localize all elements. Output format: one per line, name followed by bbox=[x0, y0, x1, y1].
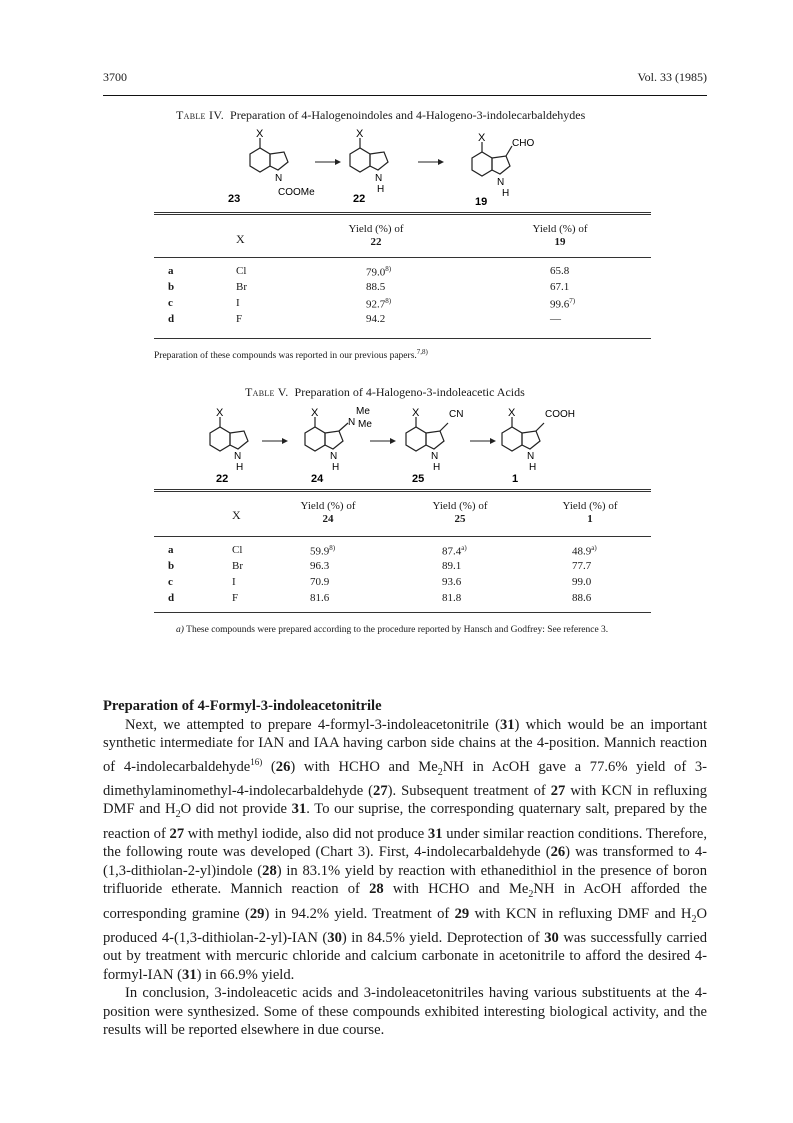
t5-label-24: 24 bbox=[311, 473, 324, 485]
para1-segment: 16) bbox=[250, 756, 263, 767]
para1-segment: 30 bbox=[544, 929, 559, 946]
para1-segment: ) in 84.5% yield. Deprotection of bbox=[341, 929, 545, 946]
table4-footnote bbox=[154, 346, 428, 363]
table4-footnote-sup: 7,8) bbox=[416, 348, 428, 356]
table4-row-d-x: F bbox=[236, 313, 243, 325]
table5-row-d-yield1: 88.6 bbox=[572, 592, 592, 604]
table5-row-b-yield1: 77.7 bbox=[572, 560, 592, 572]
table4-row-a-yield22-sup: 8) bbox=[385, 265, 392, 273]
t5-h-24: H bbox=[332, 462, 340, 473]
table4-col-19-num: 19 bbox=[554, 236, 566, 248]
table5-footnote bbox=[154, 624, 654, 637]
table5-col-x: X bbox=[232, 508, 241, 522]
para1-segment: ) in 94.2% yield. Treatment of bbox=[264, 905, 455, 922]
para1-segment: 31 bbox=[291, 801, 307, 818]
para1-segment: 30 bbox=[327, 929, 342, 946]
t4-coome: COOMe bbox=[278, 187, 315, 198]
t5-me-1: Me bbox=[356, 406, 370, 417]
para1-segment: 2 bbox=[691, 913, 697, 925]
t5-n-24-amine: N bbox=[348, 417, 356, 428]
table5-reaction-scheme bbox=[200, 403, 620, 485]
table4-row-b-yield19: 67.1 bbox=[550, 281, 570, 293]
para1-segment: 27 bbox=[550, 782, 566, 799]
table5-row-a-yield25: 87.4$^{a)}$ bbox=[442, 544, 467, 558]
table5-row-b-yield25: 89.1 bbox=[442, 560, 462, 572]
t4-label-19: 19 bbox=[475, 196, 488, 208]
table4-caption bbox=[176, 108, 585, 123]
t5-arrowhead-1 bbox=[282, 438, 288, 444]
table4-top-rule bbox=[154, 212, 651, 215]
para1-segment: ( bbox=[262, 758, 276, 775]
table4-col-22 bbox=[306, 223, 446, 249]
table4-row-d-yield19: — bbox=[550, 313, 561, 325]
paragraph-2: In conclusion, 3-indoleacetic acids and 3-indoleacetonitriles having various substituents at the 4-position were synthesized. Some of these compounds exhibited interesting biological activity, and the results will be reported elsewhere in due course. bbox=[103, 985, 707, 1039]
para1-segment: 2 bbox=[528, 889, 534, 901]
para1-segment: 26 bbox=[275, 758, 291, 775]
structure-25 bbox=[406, 417, 448, 451]
t5-x-1: X bbox=[508, 407, 516, 419]
table5-row-c-yield1: 99.0 bbox=[572, 576, 592, 588]
table5-col-24 bbox=[258, 500, 398, 526]
para1-segment: ) was transformed to 4-(1,3-dithiolan-2-yl)indole ( bbox=[103, 844, 707, 879]
t5-label-25: 25 bbox=[412, 473, 425, 485]
table5-caption-title: Preparation of 4-Halogeno-3-indoleacetic Acids bbox=[294, 385, 525, 399]
t5-x-24: X bbox=[311, 407, 319, 419]
table4-col-19 bbox=[490, 223, 630, 249]
paragraph-1 bbox=[103, 716, 707, 985]
para1-segment: 26 bbox=[550, 844, 566, 861]
table5-footnote-text: These compounds were prepared according to the procedure reported by Hansch and Godfrey: See reference 3. bbox=[186, 625, 609, 635]
table4-row-c-yield22: 92.7$^{8)}$ bbox=[366, 297, 392, 311]
table5-row-c-yield25: 93.6 bbox=[442, 576, 462, 588]
t5-x-25: X bbox=[412, 407, 420, 419]
para1-segment: with HCHO and Me bbox=[383, 881, 529, 898]
t4-label-22: 22 bbox=[353, 193, 366, 205]
t4-cho: CHO bbox=[512, 138, 535, 149]
table5-row-d-yield24: 81.6 bbox=[310, 592, 330, 604]
table4-row-a-yield19: 65.8 bbox=[550, 265, 570, 277]
t4-n-23: N bbox=[275, 173, 283, 184]
t5-n-22: N bbox=[234, 451, 242, 462]
para1-segment: 28 bbox=[369, 881, 384, 898]
table4-col-19-label: Yield (%) of bbox=[532, 223, 588, 235]
structure-19 bbox=[472, 142, 512, 176]
table4-row-c-yield19-sup: 7) bbox=[569, 297, 576, 305]
table5-col-24-num: 24 bbox=[322, 513, 334, 525]
para1-segment: 29 bbox=[249, 905, 265, 922]
t5-n-1: N bbox=[527, 451, 535, 462]
table4-row-c-x: I bbox=[236, 297, 240, 309]
t5-arrowhead-3 bbox=[490, 438, 496, 444]
table4-caption-prefix: Table IV. bbox=[176, 108, 225, 122]
para1-segment: 2 bbox=[175, 809, 181, 821]
t4-arrowhead-2 bbox=[438, 159, 444, 165]
table5-row-a-yield1-sup: a) bbox=[591, 544, 597, 552]
para1-segment: O produced 4-(1,3-dithiolan-2-yl)-IAN ( bbox=[103, 905, 707, 946]
t4-h-22: H bbox=[377, 184, 385, 195]
table4-header-rule bbox=[154, 257, 651, 258]
para1-segment: 27 bbox=[373, 782, 388, 799]
table4-col-22-num: 22 bbox=[370, 236, 382, 248]
table5-row-a-yield24-sup: 8) bbox=[329, 544, 336, 552]
table4-row-a-id: a bbox=[168, 265, 174, 277]
table5-row-a-yield1: 48.9$^{a)}$ bbox=[572, 544, 597, 558]
table4-col-22-label: Yield (%) of bbox=[348, 223, 404, 235]
table4-row-d-yield22: 94.2 bbox=[366, 313, 386, 325]
table5-row-a-yield25-sup: a) bbox=[461, 544, 467, 552]
t5-h-22: H bbox=[236, 462, 244, 473]
t5-me-2: Me bbox=[358, 419, 372, 430]
para1-segment: . To our suprise, the corresponding quaternary salt, prepared by the reaction of bbox=[103, 801, 707, 842]
para1-segment: ) in 83.1% yield by reaction with ethanedithiol in the presence of boron trifluoride etherate. Mannich reaction of bbox=[103, 862, 707, 898]
t5-n-25: N bbox=[431, 451, 439, 462]
table5-row-c-yield24: 70.9 bbox=[310, 576, 330, 588]
t5-label-1: 1 bbox=[512, 473, 519, 485]
table5-row-a-id: a bbox=[168, 544, 174, 556]
table5-col-25-num: 25 bbox=[454, 513, 466, 525]
table4-row-c-yield22-sup: 8) bbox=[385, 297, 392, 305]
table4-footnote-text: Preparation of these compounds was reported in our previous papers. bbox=[154, 351, 417, 362]
table4-row-b-yield22: 88.5 bbox=[366, 281, 386, 293]
table4-row-c-id: c bbox=[168, 297, 173, 309]
para1-segment: with methyl iodide, also did not produce bbox=[184, 825, 428, 842]
para1-segment: 29 bbox=[454, 905, 470, 922]
para1-segment: ) in 66.9% yield. bbox=[196, 966, 295, 983]
table5-row-b-x: Br bbox=[232, 560, 243, 572]
para1-segment: 31 bbox=[499, 716, 515, 733]
para1-segment: ). Subsequent treatment of bbox=[387, 782, 551, 799]
t5-x-22: X bbox=[216, 407, 224, 419]
para1-segment: 31 bbox=[182, 966, 197, 983]
body-section bbox=[103, 697, 707, 1040]
t4-n-19: N bbox=[497, 177, 505, 188]
page-number: 3700 bbox=[103, 70, 127, 84]
table5-row-b-id: b bbox=[168, 560, 175, 572]
table5-top-rule bbox=[154, 489, 651, 492]
t5-label-22: 22 bbox=[216, 473, 229, 485]
t4-x-23: X bbox=[256, 128, 264, 140]
table5-row-b-yield24: 96.3 bbox=[310, 560, 330, 572]
para1-segment: 27 bbox=[169, 825, 185, 842]
table5-header-rule bbox=[154, 536, 651, 537]
t5-h-1: H bbox=[529, 462, 537, 473]
para1-segment: NH in AcOH afforded the corresponding gramine ( bbox=[103, 881, 707, 922]
table4-caption-title: Preparation of 4-Halogenoindoles and 4-Halogeno-3-indolecarbaldehydes bbox=[230, 108, 586, 122]
table4-row-c-yield19: 99.6$^{7)}$ bbox=[550, 297, 576, 311]
table4-bottom-rule bbox=[154, 338, 651, 339]
table5-row-d-id: d bbox=[168, 592, 175, 604]
t4-arrowhead-1 bbox=[335, 159, 341, 165]
table5-row-c-x: I bbox=[232, 576, 236, 588]
para1-segment: was successfully carried out by treatment with mercuric chloride and calcium carbonate in acetonitrile to afford the desired 4-formyl-IAN ( bbox=[103, 929, 707, 983]
table5-col-1 bbox=[520, 500, 660, 526]
structure-24 bbox=[305, 417, 348, 451]
t4-x-22: X bbox=[356, 128, 364, 140]
table5-footnote-marker: a) bbox=[176, 625, 184, 635]
table5-row-c-id: c bbox=[168, 576, 173, 588]
table4-row-b-id: b bbox=[168, 281, 175, 293]
table5-caption bbox=[245, 385, 525, 400]
para1-segment: under similar reaction conditions. Therefore, the following route was developed (Chart 3). First, 4-indolecarbaldehyde ( bbox=[103, 825, 708, 861]
t5-h-25: H bbox=[433, 462, 441, 473]
table5-row-d-yield25: 81.8 bbox=[442, 592, 462, 604]
table5-col-1-num: 1 bbox=[587, 513, 593, 525]
t5-cn: CN bbox=[449, 409, 464, 420]
table4-row-a-x: Cl bbox=[236, 265, 247, 277]
table5-caption-prefix: Table V. bbox=[245, 385, 289, 399]
structure-22b bbox=[210, 417, 248, 451]
t5-cooh: COOH bbox=[545, 409, 575, 420]
table5-row-a-yield24: 59.9$^{8)}$ bbox=[310, 544, 336, 558]
table4-row-b-x: Br bbox=[236, 281, 247, 293]
table5-col-24-label: Yield (%) of bbox=[300, 500, 356, 512]
structure-22 bbox=[350, 138, 388, 172]
para1-segment: ) with HCHO and Me bbox=[290, 758, 438, 775]
para1-segment: 28 bbox=[262, 862, 277, 879]
t4-label-23: 23 bbox=[228, 193, 241, 205]
para1-segment: with KCN in refluxing DMF and H bbox=[469, 905, 692, 922]
table5-row-d-x: F bbox=[232, 592, 239, 604]
table5-col-25-label: Yield (%) of bbox=[432, 500, 488, 512]
table4-row-a-yield22: 79.0$^{8)}$ bbox=[366, 265, 392, 279]
table4-row-d-id: d bbox=[168, 313, 175, 325]
para1-segment: NH in AcOH gave a 77.6% yield of 3-dimethylaminomethyl-4-indolecarbaldehyde ( bbox=[103, 758, 707, 799]
para1-segment: 31 bbox=[427, 825, 443, 842]
table5-col-1-label: Yield (%) of bbox=[562, 500, 618, 512]
structure-1 bbox=[502, 417, 544, 451]
structure-23 bbox=[250, 138, 288, 172]
t4-h-19: H bbox=[502, 188, 510, 199]
table5-col-25 bbox=[390, 500, 530, 526]
header-rule bbox=[103, 95, 707, 96]
t4-n-22: N bbox=[375, 173, 383, 184]
para1-segment: 2 bbox=[437, 766, 443, 778]
table5-bottom-rule bbox=[154, 612, 651, 613]
table5-row-a-x: Cl bbox=[232, 544, 243, 556]
t5-n-24: N bbox=[330, 451, 338, 462]
para1-segment: Next, we attempted to prepare 4-formyl-3-indoleacetonitrile ( bbox=[125, 716, 500, 733]
table4-reaction-scheme bbox=[228, 126, 560, 208]
table4-col-x: X bbox=[236, 232, 245, 246]
para1-segment: O did not provide bbox=[180, 801, 292, 818]
volume-info: Vol. 33 (1985) bbox=[637, 70, 707, 84]
para1-segment: with KCN in refluxing DMF and H bbox=[103, 782, 707, 818]
t4-x-19: X bbox=[478, 132, 486, 144]
t5-arrowhead-2 bbox=[390, 438, 396, 444]
para1-segment: ) which would be an important synthetic intermediate for IAN and IAA having carbon side chains at the 4-position. Mannich reaction of 4-indolecarbaldehyde bbox=[103, 716, 707, 775]
section-heading: Preparation of 4-Formyl-3-indoleacetonitrile bbox=[103, 698, 382, 714]
